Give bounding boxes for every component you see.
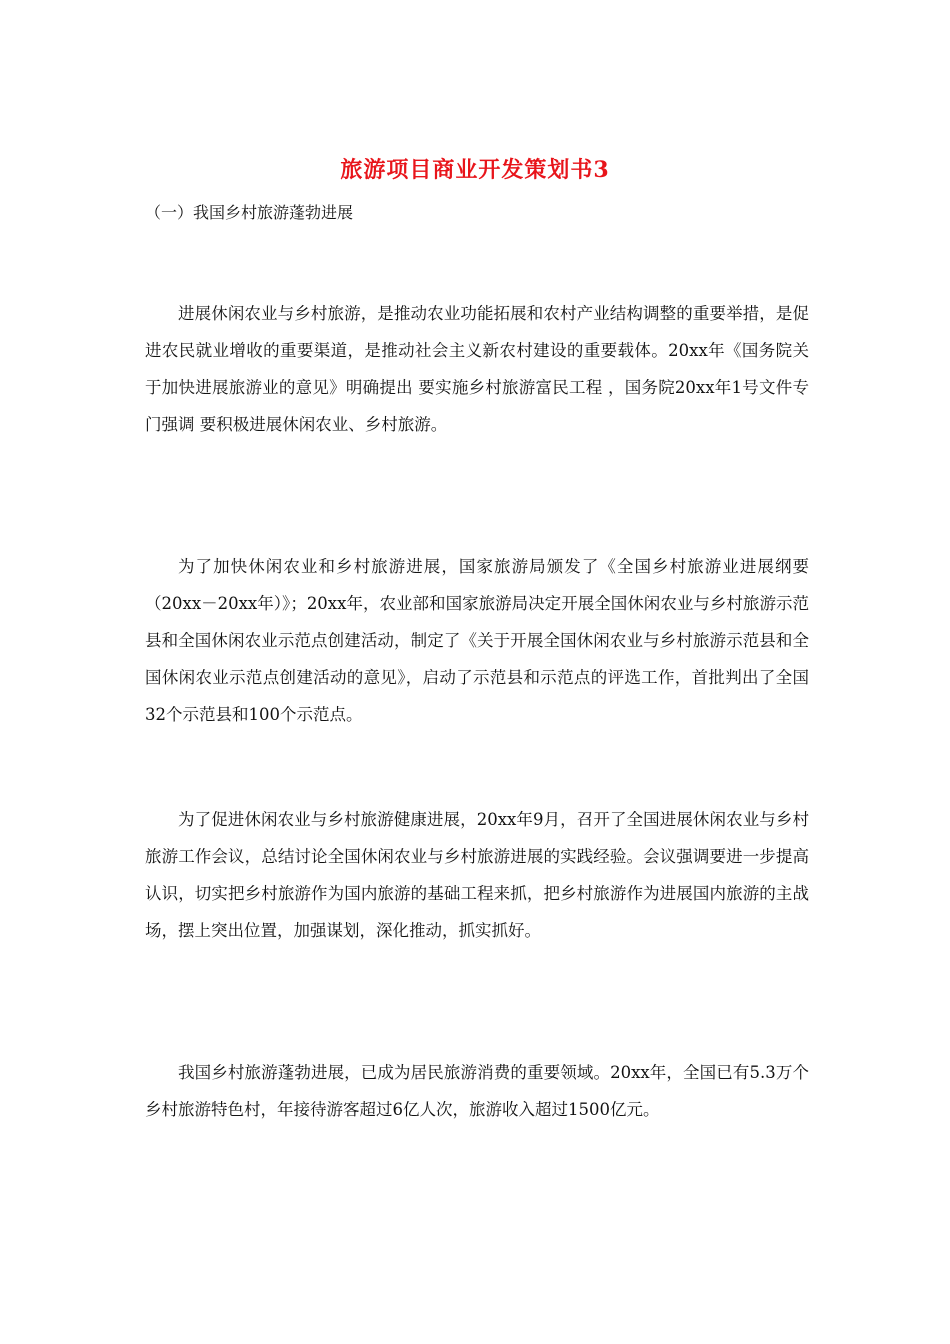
section-heading: （一）我国乡村旅游蓬勃进展 [145,203,354,222]
paragraph-3: 为了促进休闲农业与乡村旅游健康进展，20xx年9月，召开了全国进展休闲农业与乡村旅游工作会议，总结讨论全国休闲农业与乡村旅游进展的实践经验。会议强调要进一步提高认识，切实把乡村旅游作为国内旅游的基础工程来抓，把乡村旅游作为进展国内旅游的主战场，摆上突出位置，加强谋划，深化推动，抓实抓好。 [145,810,809,940]
paragraph-2: 为了加快休闲农业和乡村旅游进展，国家旅游局颁发了《全国乡村旅游业进展纲要（20xx－20xx年）》；20xx年，农业部和国家旅游局决定开展全国休闲农业与乡村旅游示范县和全国休闲农业示范点创建活动，制定了《关于开展全国休闲农业与乡村旅游示范县和全国休闲农业示范点创建活动的意见》，启动了示范县和示范点的评选工作，首批判出了全国32个示范县和100个示范点。 [145,557,809,724]
paragraph-1: 进展休闲农业与乡村旅游，是推动农业功能拓展和农村产业结构调整的重要举措，是促进农民就业增收的重要渠道，是推动社会主义新农村建设的重要载体。20xx年《国务院关于加快进展旅游业的意见》明确提出 要实施乡村旅游富民工程 ，国务院20xx年1号文件专门强调 要积极进展休闲农业、乡村旅游。 [145,304,809,434]
paragraph-4: 我国乡村旅游蓬勃进展，已成为居民旅游消费的重要领域。20xx年，全国已有5.3万个乡村旅游特色村，年接待游客超过6亿人次，旅游收入超过1500亿元。 [145,1063,809,1119]
document-title: 旅游项目商业开发策划书3 [340,157,610,183]
